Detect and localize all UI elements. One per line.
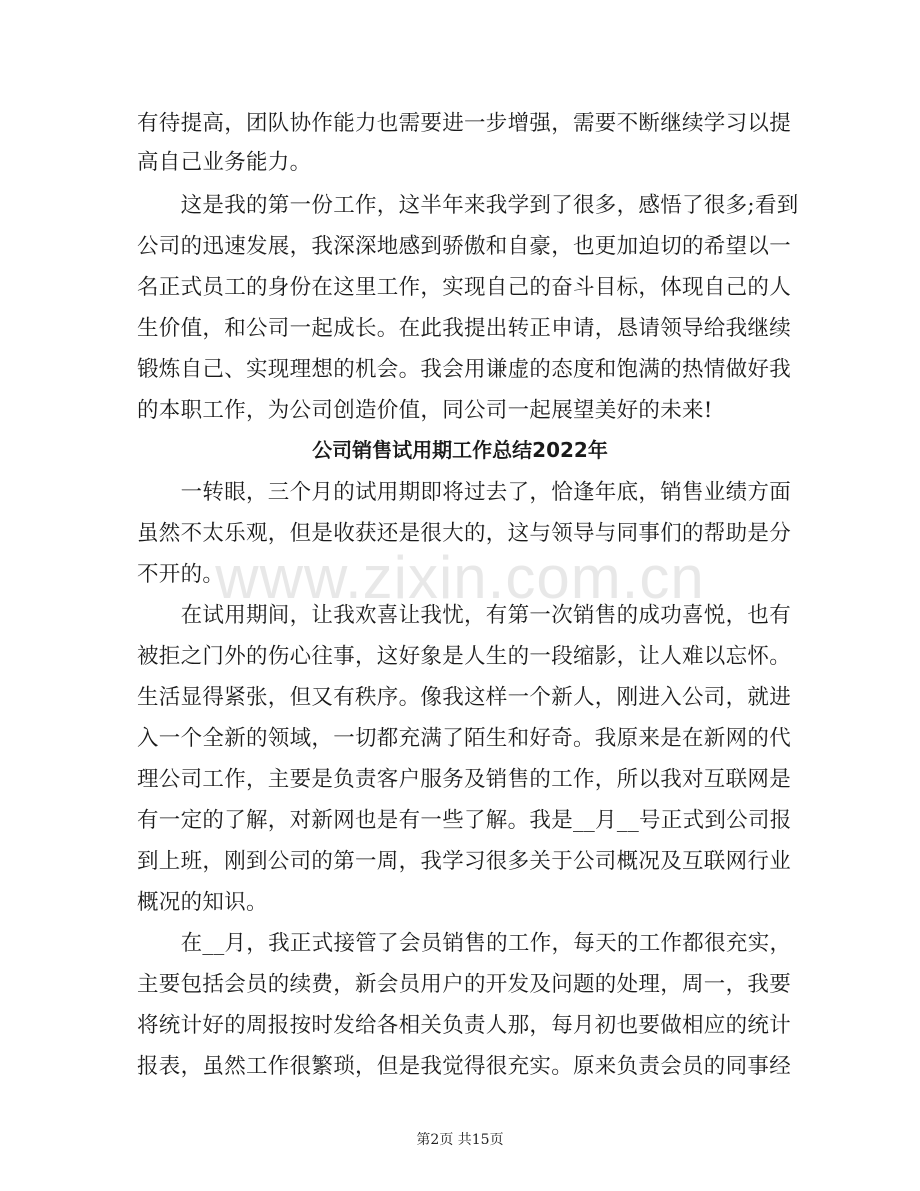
text-line: 在试用期间，让我欢喜让我忧，有第一次销售的成功喜悦，也有 xyxy=(137,603,792,628)
text-line: 被拒之门外的伤心往事，这好象是人生的一段缩影，让人难以忘怀。 xyxy=(137,644,792,669)
text-line: 概况的知识。 xyxy=(137,890,268,915)
text-line: 公司的迅速发展，我深深地感到骄傲和自豪，也更加迫切的希望以一 xyxy=(137,234,792,259)
text-line: 生活显得紧张，但又有秩序。像我这样一个新人，刚进入公司，就进 xyxy=(137,685,792,710)
text-line: 到上班，刚到公司的第一周，我学习很多关于公司概况及互联网行业 xyxy=(137,849,792,874)
text-line: 入一个全新的领域，一切都充满了陌生和好奇。我原来是在新网的代 xyxy=(137,726,792,751)
text-line: 高自己业务能力。 xyxy=(137,150,312,175)
text-line: 的本职工作，为公司创造价值，同公司一起展望美好的未来! xyxy=(137,398,713,423)
text-line: 虽然不太乐观，但是收获还是很大的，这与领导与同事们的帮助是分 xyxy=(137,521,792,546)
text-line: 报表，虽然工作很繁琐，但是我觉得很充实。原来负责会员的同事经 xyxy=(137,1054,792,1079)
watermark: www.zixin.com.cn xyxy=(215,544,705,611)
text-line: 锻炼自己、实现理想的机会。我会用谦虚的态度和饱满的热情做好我 xyxy=(137,357,792,382)
text-line: 将统计好的周报按时发给各相关负责人那，每月初也要做相应的统计 xyxy=(137,1013,792,1038)
text-line: 主要包括会员的续费，新会员用户的开发及问题的处理，周一，我要 xyxy=(137,972,792,997)
text-line: 不开的。 xyxy=(137,562,225,587)
text-line: 理公司工作，主要是负责客户服务及销售的工作，所以我对互联网是 xyxy=(137,767,792,792)
text-line: 一转眼，三个月的试用期即将过去了，恰逢年底，销售业绩方面 xyxy=(137,480,792,505)
section-title: 公司销售试用期工作总结2022年 xyxy=(312,438,608,462)
text-line: 在__月，我正式接管了会员销售的工作，每天的工作都很充实， xyxy=(137,931,792,956)
text-line: 有待提高，团队协作能力也需要进一步增强，需要不断继续学习以提 xyxy=(137,111,792,136)
text-line: 有一定的了解，对新网也是有一些了解。我是__月__号正式到公司报 xyxy=(137,808,792,833)
page-number-footer: 第2页 共15页 xyxy=(416,1132,504,1148)
text-line: 名正式员工的身份在这里工作，实现自己的奋斗目标，体现自己的人 xyxy=(137,275,792,300)
text-line: 这是我的第一份工作，这半年来我学到了很多，感悟了很多;看到 xyxy=(137,193,799,218)
text-line: 生价值，和公司一起成长。在此我提出转正申请，恳请领导给我继续 xyxy=(137,316,792,341)
